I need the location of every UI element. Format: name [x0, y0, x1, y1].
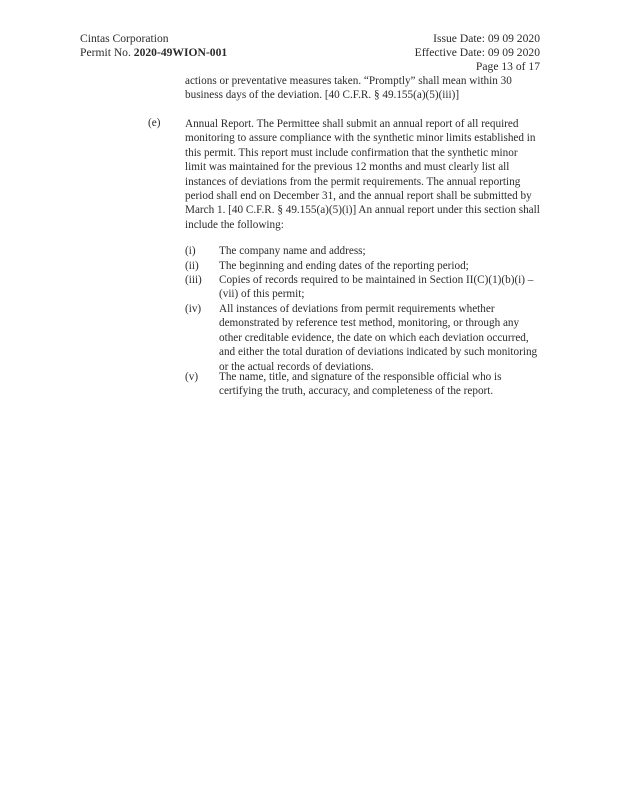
item-5-text: The name, title, and signature of the responsible official who is certifying the truth, accuracy, and completeness of the report.	[219, 371, 502, 398]
effective-date: Effective Date: 09 09 2020	[414, 46, 540, 59]
item-2-text: The beginning and ending dates of the reporting period;	[219, 260, 469, 272]
item-1-text: The company name and address;	[219, 245, 366, 257]
item-3-number: (iii)	[185, 274, 202, 286]
permit-label: Permit No.	[80, 46, 134, 59]
item-4-text: All instances of deviations from permit requirements whether demonstrated by reference test method, monitoring, or through any other creditable evidence, the date on which each deviation occurred, and either the total duration of deviations indicated by such monitoring or the actual records of deviations.	[219, 303, 538, 373]
issue-date: Issue Date: 09 09 2020	[433, 32, 540, 45]
permit-number-line	[80, 46, 227, 60]
permit-number: 2020-49WION-001	[133, 46, 228, 59]
item-3-text: Copies of records required to be maintained in Section II(C)(1)(b)(i) – (vii) of this permit;	[219, 274, 534, 301]
item-5-number: (v)	[185, 371, 199, 383]
header-left	[80, 32, 227, 60]
section-e-paragraph	[185, 117, 540, 232]
item-4-number: (iv)	[185, 303, 202, 315]
section-e-text: The Permittee shall submit an annual report of all required monitoring to assure compliance with the synthetic minor limits established in this permit. This report must include confirmation that the synthetic minor limit was maintained for the previous 12 months and must clearly list all instances of deviations from the permit requirements. The annual reporting period shall end on December 31, and the annual report shall be submitted by March 1. [40 C.F.R. § 49.155(a)(5)(i)] An annual report under this section shall include the following:	[185, 118, 540, 231]
page-number: Page 13 of 17	[475, 60, 540, 73]
item-2-number: (ii)	[185, 260, 199, 272]
company-name: Cintas Corporation	[80, 32, 169, 45]
header-right	[415, 32, 540, 74]
continuation-paragraph: actions or preventative measures taken. “Promptly” shall mean within 30 business days of the deviation. [40 C.F.R. § 49.155(a)(5)(iii)]	[185, 75, 512, 102]
item-1-number: (i)	[185, 245, 196, 257]
section-e-letter: (e)	[148, 117, 161, 129]
section-e-title: Annual Report.	[185, 118, 254, 130]
